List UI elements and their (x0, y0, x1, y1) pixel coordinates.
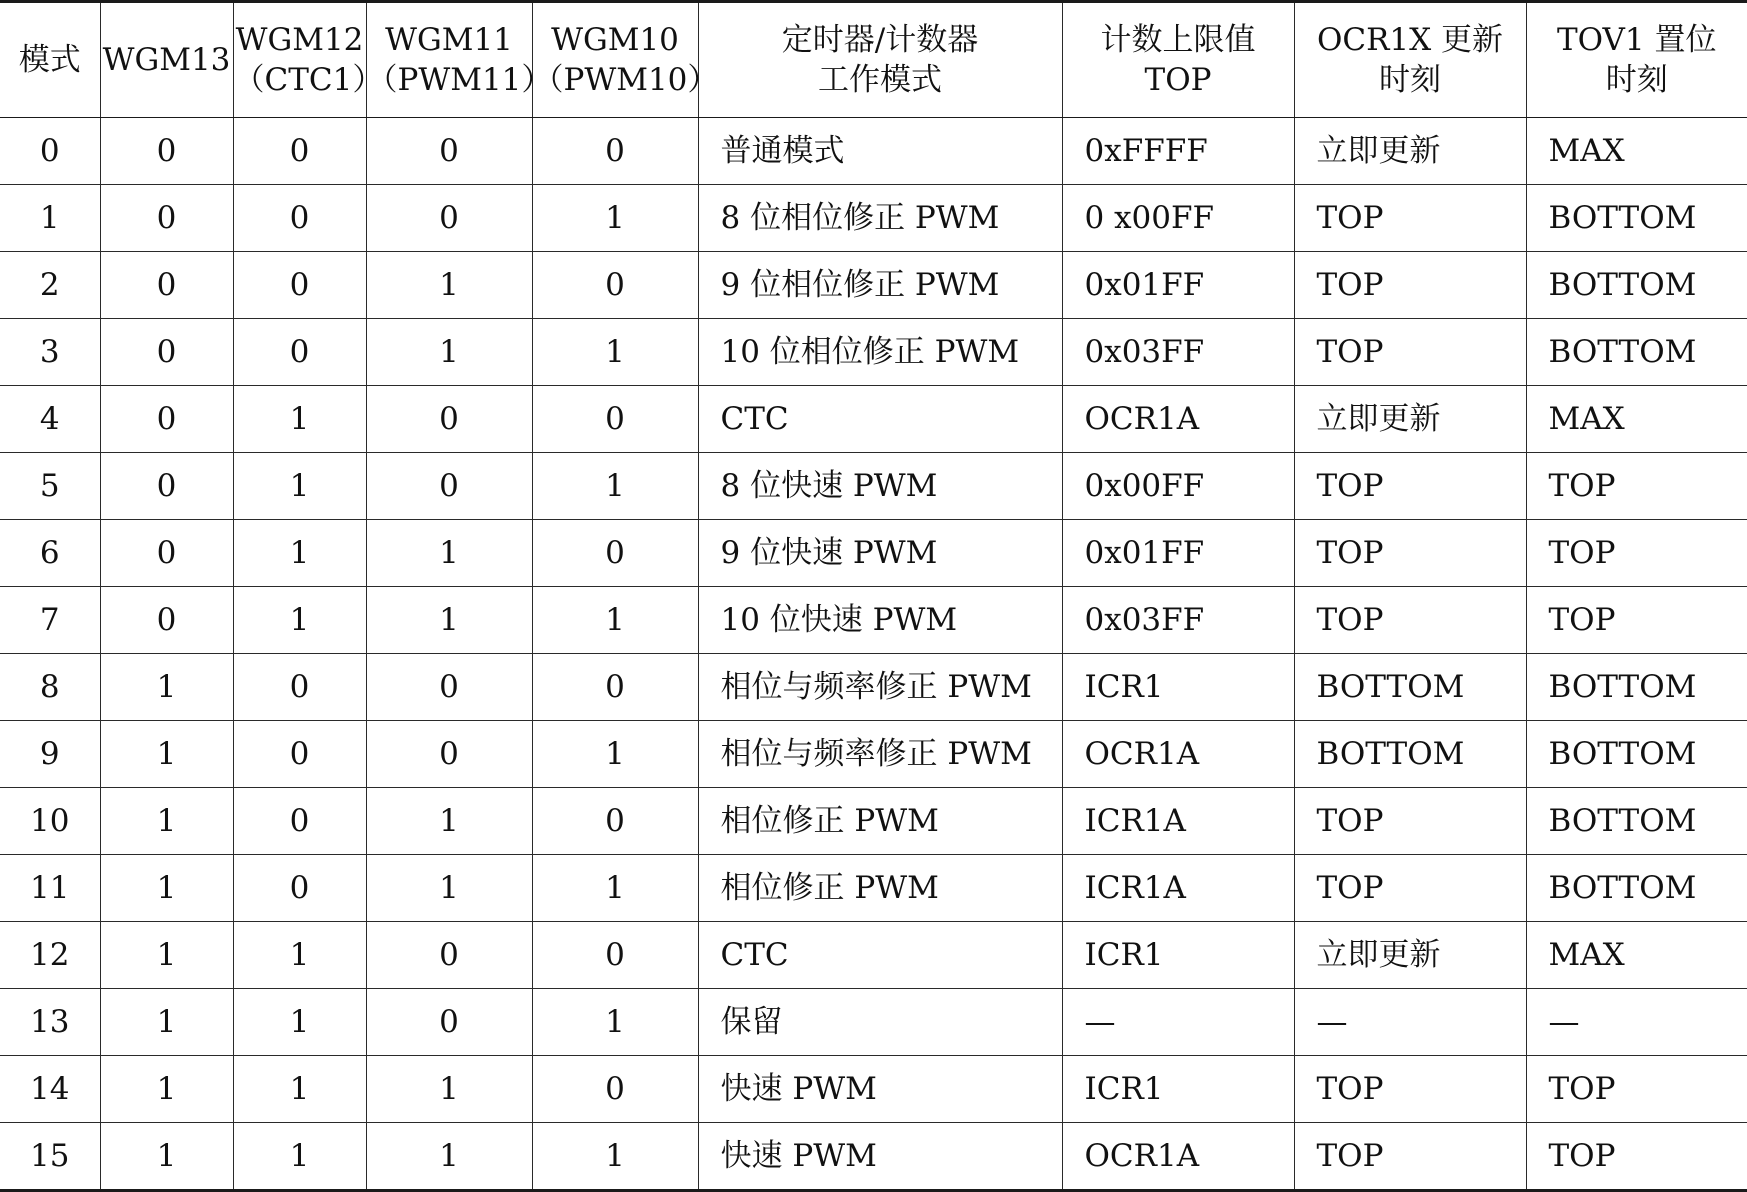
header-wgm13: WGM13 (100, 2, 233, 118)
table-row (0, 587, 1747, 654)
cell-wgm12: 0 (233, 654, 366, 721)
cell-ocr1x-update: TOP (1294, 1056, 1526, 1123)
cell-wgm11: 0 (366, 654, 532, 721)
cell-mode: 6 (0, 520, 100, 587)
cell-top-value: 0 x00FF (1062, 185, 1294, 252)
cell-top-value: 0x03FF (1062, 319, 1294, 386)
cell-mode: 4 (0, 386, 100, 453)
cell-tov1-set: BOTTOM (1526, 319, 1747, 386)
cell-wgm13: 1 (100, 788, 233, 855)
cell-ocr1x-update: 立即更新 (1294, 922, 1526, 989)
cell-wgm11: 0 (366, 721, 532, 788)
cell-top-value: ICR1A (1062, 788, 1294, 855)
cell-wgm13: 0 (100, 386, 233, 453)
cell-wgm13: 0 (100, 319, 233, 386)
cell-mode: 15 (0, 1123, 100, 1191)
cell-mode: 9 (0, 721, 100, 788)
table-row (0, 1056, 1747, 1123)
cell-tov1-set: BOTTOM (1526, 654, 1747, 721)
cell-wgm11: 1 (366, 520, 532, 587)
cell-wgm12: 0 (233, 252, 366, 319)
cell-top-value: ICR1 (1062, 922, 1294, 989)
cell-top-value: 0x03FF (1062, 587, 1294, 654)
table-row (0, 989, 1747, 1056)
cell-operation-mode: 快速 PWM (698, 1056, 1062, 1123)
cell-ocr1x-update: — (1294, 989, 1526, 1056)
header-wgm11: WGM11 （PWM11） (366, 2, 532, 118)
cell-top-value: 0x00FF (1062, 453, 1294, 520)
cell-ocr1x-update: TOP (1294, 855, 1526, 922)
cell-tov1-set: BOTTOM (1526, 788, 1747, 855)
cell-wgm10: 1 (532, 721, 698, 788)
cell-wgm11: 1 (366, 1123, 532, 1191)
cell-tov1-set: BOTTOM (1526, 855, 1747, 922)
cell-mode: 11 (0, 855, 100, 922)
cell-mode: 1 (0, 185, 100, 252)
cell-top-value: — (1062, 989, 1294, 1056)
cell-ocr1x-update: TOP (1294, 453, 1526, 520)
cell-wgm11: 1 (366, 319, 532, 386)
cell-operation-mode: CTC (698, 922, 1062, 989)
cell-operation-mode: CTC (698, 386, 1062, 453)
cell-wgm10: 0 (532, 386, 698, 453)
cell-ocr1x-update: TOP (1294, 520, 1526, 587)
table-row (0, 319, 1747, 386)
cell-wgm12: 0 (233, 185, 366, 252)
cell-wgm10: 0 (532, 1056, 698, 1123)
cell-wgm11: 1 (366, 1056, 532, 1123)
cell-wgm10: 1 (532, 989, 698, 1056)
cell-wgm12: 1 (233, 587, 366, 654)
cell-operation-mode: 8 位相位修正 PWM (698, 185, 1062, 252)
cell-ocr1x-update: TOP (1294, 1123, 1526, 1191)
cell-top-value: ICR1 (1062, 654, 1294, 721)
cell-wgm12: 1 (233, 453, 366, 520)
table-row (0, 1123, 1747, 1191)
cell-tov1-set: MAX (1526, 386, 1747, 453)
cell-operation-mode: 10 位快速 PWM (698, 587, 1062, 654)
cell-ocr1x-update: 立即更新 (1294, 118, 1526, 185)
cell-operation-mode: 9 位相位修正 PWM (698, 252, 1062, 319)
cell-wgm10: 0 (532, 922, 698, 989)
cell-top-value: OCR1A (1062, 721, 1294, 788)
table-row (0, 721, 1747, 788)
cell-wgm13: 1 (100, 855, 233, 922)
header-wgm12: WGM12 （CTC1） (233, 2, 366, 118)
cell-tov1-set: BOTTOM (1526, 185, 1747, 252)
cell-operation-mode: 相位与频率修正 PWM (698, 654, 1062, 721)
cell-wgm12: 1 (233, 520, 366, 587)
cell-wgm12: 0 (233, 319, 366, 386)
cell-top-value: ICR1A (1062, 855, 1294, 922)
cell-wgm10: 1 (532, 319, 698, 386)
cell-operation-mode: 相位修正 PWM (698, 855, 1062, 922)
cell-wgm13: 1 (100, 989, 233, 1056)
cell-tov1-set: TOP (1526, 1056, 1747, 1123)
cell-wgm11: 0 (366, 118, 532, 185)
cell-operation-mode: 普通模式 (698, 118, 1062, 185)
cell-wgm11: 1 (366, 587, 532, 654)
cell-tov1-set: TOP (1526, 1123, 1747, 1191)
cell-ocr1x-update: TOP (1294, 587, 1526, 654)
cell-wgm13: 1 (100, 922, 233, 989)
header-mode: 模式 (0, 2, 100, 118)
cell-wgm12: 1 (233, 386, 366, 453)
table-row (0, 654, 1747, 721)
cell-ocr1x-update: BOTTOM (1294, 721, 1526, 788)
table-row (0, 922, 1747, 989)
cell-wgm10: 0 (532, 654, 698, 721)
cell-wgm11: 1 (366, 252, 532, 319)
table-row (0, 520, 1747, 587)
cell-wgm11: 1 (366, 855, 532, 922)
cell-wgm10: 0 (532, 252, 698, 319)
table-row (0, 386, 1747, 453)
table-row (0, 118, 1747, 185)
cell-ocr1x-update: TOP (1294, 252, 1526, 319)
cell-mode: 2 (0, 252, 100, 319)
cell-tov1-set: — (1526, 989, 1747, 1056)
cell-mode: 8 (0, 654, 100, 721)
cell-wgm10: 1 (532, 453, 698, 520)
cell-wgm10: 1 (532, 587, 698, 654)
cell-wgm12: 1 (233, 1123, 366, 1191)
cell-wgm10: 0 (532, 118, 698, 185)
cell-wgm10: 1 (532, 185, 698, 252)
cell-top-value: OCR1A (1062, 1123, 1294, 1191)
cell-wgm13: 0 (100, 587, 233, 654)
cell-wgm10: 0 (532, 520, 698, 587)
table-row (0, 453, 1747, 520)
cell-wgm12: 0 (233, 788, 366, 855)
table-row (0, 252, 1747, 319)
cell-top-value: OCR1A (1062, 386, 1294, 453)
cell-ocr1x-update: 立即更新 (1294, 386, 1526, 453)
cell-top-value: 0x01FF (1062, 520, 1294, 587)
cell-wgm11: 0 (366, 185, 532, 252)
cell-wgm13: 1 (100, 1056, 233, 1123)
cell-tov1-set: TOP (1526, 587, 1747, 654)
header-top-value: 计数上限值 TOP (1062, 2, 1294, 118)
header-operation-mode: 定时器/计数器 工作模式 (698, 2, 1062, 118)
cell-wgm13: 0 (100, 185, 233, 252)
cell-ocr1x-update: BOTTOM (1294, 654, 1526, 721)
cell-operation-mode: 快速 PWM (698, 1123, 1062, 1191)
cell-mode: 10 (0, 788, 100, 855)
table-header-row (0, 2, 1747, 118)
cell-operation-mode: 相位与频率修正 PWM (698, 721, 1062, 788)
cell-wgm12: 0 (233, 855, 366, 922)
table-row (0, 788, 1747, 855)
cell-wgm11: 0 (366, 989, 532, 1056)
cell-ocr1x-update: TOP (1294, 788, 1526, 855)
cell-wgm13: 1 (100, 721, 233, 788)
header-tov1-set: TOV1 置位 时刻 (1526, 2, 1747, 118)
cell-operation-mode: 10 位相位修正 PWM (698, 319, 1062, 386)
table-body (0, 118, 1747, 1191)
cell-wgm12: 0 (233, 721, 366, 788)
cell-wgm12: 1 (233, 989, 366, 1056)
cell-wgm10: 1 (532, 1123, 698, 1191)
cell-tov1-set: BOTTOM (1526, 721, 1747, 788)
cell-tov1-set: BOTTOM (1526, 252, 1747, 319)
cell-wgm12: 0 (233, 118, 366, 185)
cell-operation-mode: 8 位快速 PWM (698, 453, 1062, 520)
cell-mode: 12 (0, 922, 100, 989)
cell-wgm11: 0 (366, 453, 532, 520)
cell-tov1-set: TOP (1526, 520, 1747, 587)
table-row (0, 185, 1747, 252)
cell-operation-mode: 9 位快速 PWM (698, 520, 1062, 587)
cell-tov1-set: MAX (1526, 922, 1747, 989)
cell-wgm11: 1 (366, 788, 532, 855)
cell-wgm13: 0 (100, 453, 233, 520)
cell-mode: 14 (0, 1056, 100, 1123)
cell-wgm13: 0 (100, 252, 233, 319)
cell-operation-mode: 保留 (698, 989, 1062, 1056)
cell-mode: 7 (0, 587, 100, 654)
cell-wgm10: 0 (532, 788, 698, 855)
header-ocr1x-update: OCR1X 更新 时刻 (1294, 2, 1526, 118)
cell-wgm11: 0 (366, 922, 532, 989)
cell-ocr1x-update: TOP (1294, 185, 1526, 252)
cell-tov1-set: MAX (1526, 118, 1747, 185)
cell-wgm12: 1 (233, 922, 366, 989)
cell-wgm13: 0 (100, 520, 233, 587)
cell-wgm10: 1 (532, 855, 698, 922)
cell-ocr1x-update: TOP (1294, 319, 1526, 386)
cell-mode: 13 (0, 989, 100, 1056)
cell-wgm13: 0 (100, 118, 233, 185)
cell-wgm12: 1 (233, 1056, 366, 1123)
cell-mode: 5 (0, 453, 100, 520)
cell-wgm11: 0 (366, 386, 532, 453)
cell-top-value: 0xFFFF (1062, 118, 1294, 185)
cell-tov1-set: TOP (1526, 453, 1747, 520)
cell-top-value: 0x01FF (1062, 252, 1294, 319)
cell-operation-mode: 相位修正 PWM (698, 788, 1062, 855)
cell-mode: 3 (0, 319, 100, 386)
cell-wgm13: 1 (100, 1123, 233, 1191)
table-row (0, 855, 1747, 922)
cell-wgm13: 1 (100, 654, 233, 721)
cell-mode: 0 (0, 118, 100, 185)
cell-top-value: ICR1 (1062, 1056, 1294, 1123)
header-wgm10: WGM10 （PWM10） (532, 2, 698, 118)
